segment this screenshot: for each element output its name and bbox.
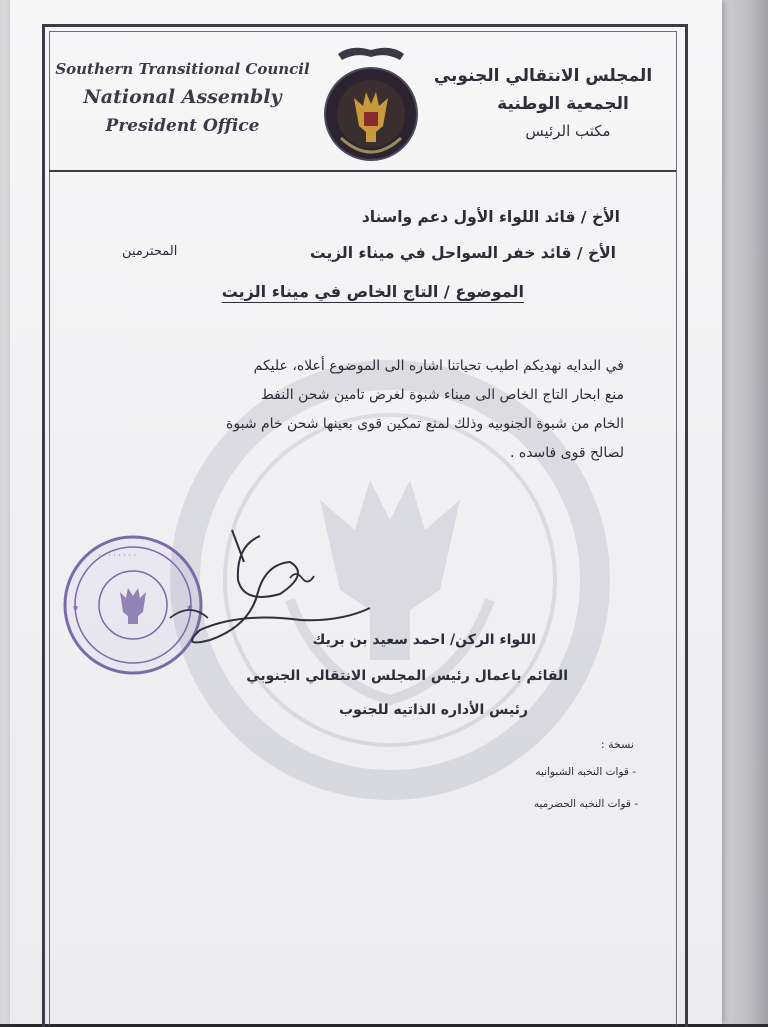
svg-text:· · · · · · · ·: · · · · · · · ·	[98, 551, 137, 560]
handwritten-signature	[140, 522, 400, 672]
body-line: الخام من شبوة الجنوبيه وذلك لمنع تمكين قوى بعينها شحن خام شبوة	[226, 416, 624, 432]
header-divider	[49, 170, 676, 172]
copy-recipient: - قوات النخبه الشبوانيه	[535, 766, 636, 778]
signatory-title: القائم باعمال رئيس المجلس الانتقالي الجنوبي	[246, 668, 568, 684]
svg-text:★: ★	[186, 603, 194, 612]
recipient-line-1: الأخ / قائد اللواء الأول دعم واسناد	[361, 208, 620, 226]
letter-body	[124, 352, 624, 468]
arabic-council-name: المجلس الانتقالي الجنوبي	[433, 66, 653, 86]
english-letterhead	[50, 62, 315, 136]
signatory-role: رئيس الأداره الذاتيه للجنوب	[339, 702, 528, 718]
body-line: لصالح قوى فاسده .	[509, 445, 624, 461]
salutation-respected: المحترمين	[122, 244, 178, 259]
english-assembly-name: National Assembly	[83, 85, 282, 108]
english-council-name: Southern Transitional Council	[55, 60, 310, 78]
body-line: في البدايه نهديكم اطيب تحياتنا اشاره الى الموضوع أعلاه، عليكم	[253, 358, 624, 374]
body-line: منع ابحار التاج الخاص الى ميناء شبوة لغرض تامين شحن النفط	[260, 387, 624, 403]
copy-recipient: - قوات النخبه الحضرميه	[533, 798, 638, 810]
arabic-assembly-name: الجمعية الوطنية	[497, 94, 629, 114]
signatory-name: اللواء الركن/ احمد سعيد بن بريك	[312, 632, 536, 648]
arabic-letterhead	[418, 66, 668, 140]
copies-label: نسخة :	[600, 738, 634, 751]
svg-text:★: ★	[72, 603, 80, 612]
english-office-name: President Office	[105, 115, 260, 136]
recipient-line-2: الأخ / قائد خفر السواحل في ميناء الزيت	[310, 244, 616, 262]
arabic-office-name: مكتب الرئيس	[525, 122, 611, 140]
letter-subject: الموضوع / التاج الخاص في ميناء الزيت	[221, 282, 524, 301]
eagle-emblem-icon	[316, 40, 426, 166]
